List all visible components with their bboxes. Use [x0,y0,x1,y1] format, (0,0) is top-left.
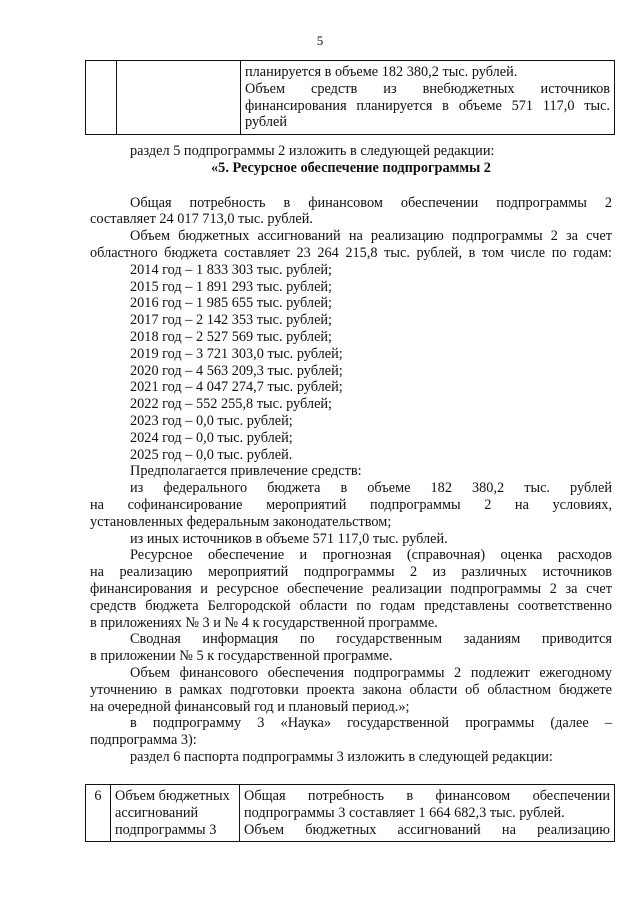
table-text-line: Объем бюджетных ассигнований на реализацию [244,821,610,838]
table-text-line: Объем средств из внебюджетных источников [245,80,610,97]
page-number: 5 [316,33,324,48]
text-line: на реализацию мероприятий подпрограммы 2 из различных источников [90,564,612,581]
paragraph-summary [90,631,612,665]
paragraph-federal [90,480,612,530]
year-line: 2014 год – 1 833 303 тыс. рублей; [130,261,333,278]
text-line: из федерального бюджета в объеме 182 380,2 тыс. рублей [130,480,612,497]
top-continuation-table [85,60,615,135]
text-line: подпрограмма 3): [90,732,197,749]
year-line: 2015 год – 1 891 293 тыс. рублей; [130,278,333,295]
year-line: 2021 год – 4 047 274,7 тыс. рублей; [130,379,343,396]
other-sources-line: из иных источников в объеме 571 117,0 тыс. рублей. [130,530,448,547]
paragraph-budget-allocations [90,228,612,262]
table-text-line: Общая потребность в финансовом обеспечении [244,788,610,804]
table-row [86,785,615,842]
year-line: 2019 год – 3 721 303,0 тыс. рублей; [130,345,343,362]
text-line: в приложении № 5 к государственной программе. [90,648,393,665]
text-line: в приложениях № 3 и № 4 к государственной программе. [90,614,438,631]
year-line: 2017 год – 2 142 353 тыс. рублей; [130,312,333,329]
table-cell-text [240,785,615,842]
text-line: составляет 24 017 713,0 тыс. рублей. [90,211,313,228]
text-line: Объем бюджетных ассигнований на реализацию подпрограммы 2 за счет [130,228,612,245]
table-text-line: планируется в объеме 182 380,2 тыс. рублей. [245,64,518,80]
text-line: Ресурсное обеспечение и прогнозная (справочная) оценка расходов [130,547,612,564]
year-line: 2020 год – 4 563 209,3 тыс. рублей; [130,362,343,379]
table-cell-label [117,61,241,135]
year-line: 2023 год – 0,0 тыс. рублей; [130,412,293,429]
table-cell-number [86,61,117,135]
paragraph-volume [90,665,612,715]
label-line: Объем бюджетных [115,788,230,804]
text-line: Сводная информация по государственным заданиям приводится [130,631,612,648]
text-line: в подпрограмму 3 «Наука» государственной программы (далее – [130,715,612,732]
table-row [86,61,615,135]
label-line: ассигнований [115,804,199,821]
attraction-line: Предполагается привлечение средств: [130,463,362,480]
table-text-line: подпрограммы 3 составляет 1 664 682,3 тыс. рублей. [244,804,565,821]
year-line: 2022 год – 552 255,8 тыс. рублей; [130,396,333,413]
paragraph-total-need [90,195,612,229]
text-line: установленных федеральным законодательством; [90,513,392,530]
years-list [90,262,612,464]
year-line: 2025 год – 0,0 тыс. рублей. [130,446,293,463]
text-line: уточнению в рамках подготовки проекта закона области об областном бюджете [90,681,612,698]
year-line: 2018 год – 2 527 569 тыс. рублей; [130,328,333,345]
table-text-line: финансирования планируется в объеме 571 117,0 тыс. [245,97,610,114]
paragraph-subprogram-3 [90,715,612,749]
year-line: 2024 год – 0,0 тыс. рублей; [130,429,293,446]
table-cell-number: 6 [86,785,111,842]
text-line: Объем финансового обеспечения подпрограммы 2 подлежит ежегодному [130,664,612,681]
paragraph-resource-provision [90,547,612,631]
text-line: областного бюджета составляет 23 264 215,8 тыс. рублей, в том числе по годам: [90,244,612,261]
text-line: Общая потребность в финансовом обеспечении подпрограммы 2 [130,194,612,211]
text-line: средств бюджета Белгородской области по годам представлены соответственно [90,597,612,614]
label-line: подпрограммы 3 [115,821,217,838]
year-line: 2016 год – 1 985 655 тыс. рублей; [130,295,333,312]
table-cell-label [111,785,240,842]
text-line: на очередной финансовый год и плановый период.»; [90,698,410,715]
text-line: финансирования и ресурсное обеспечение реализации подпрограммы 2 за счет [90,580,612,597]
intro-line: раздел 5 подпрограммы 2 изложить в следующей редакции: [130,143,495,159]
document-body [90,143,612,766]
section-title: «5. Ресурсное обеспечение подпрограммы 2 [211,159,491,176]
table-text-line: рублей [245,114,287,131]
section6-line: раздел 6 паспорта подпрограммы 3 изложить в следующей редакции: [130,748,553,765]
table-cell-text [241,61,615,135]
text-line: на софинансирование мероприятий подпрограммы 2 на условиях, [90,496,612,513]
passport-table [85,784,615,842]
